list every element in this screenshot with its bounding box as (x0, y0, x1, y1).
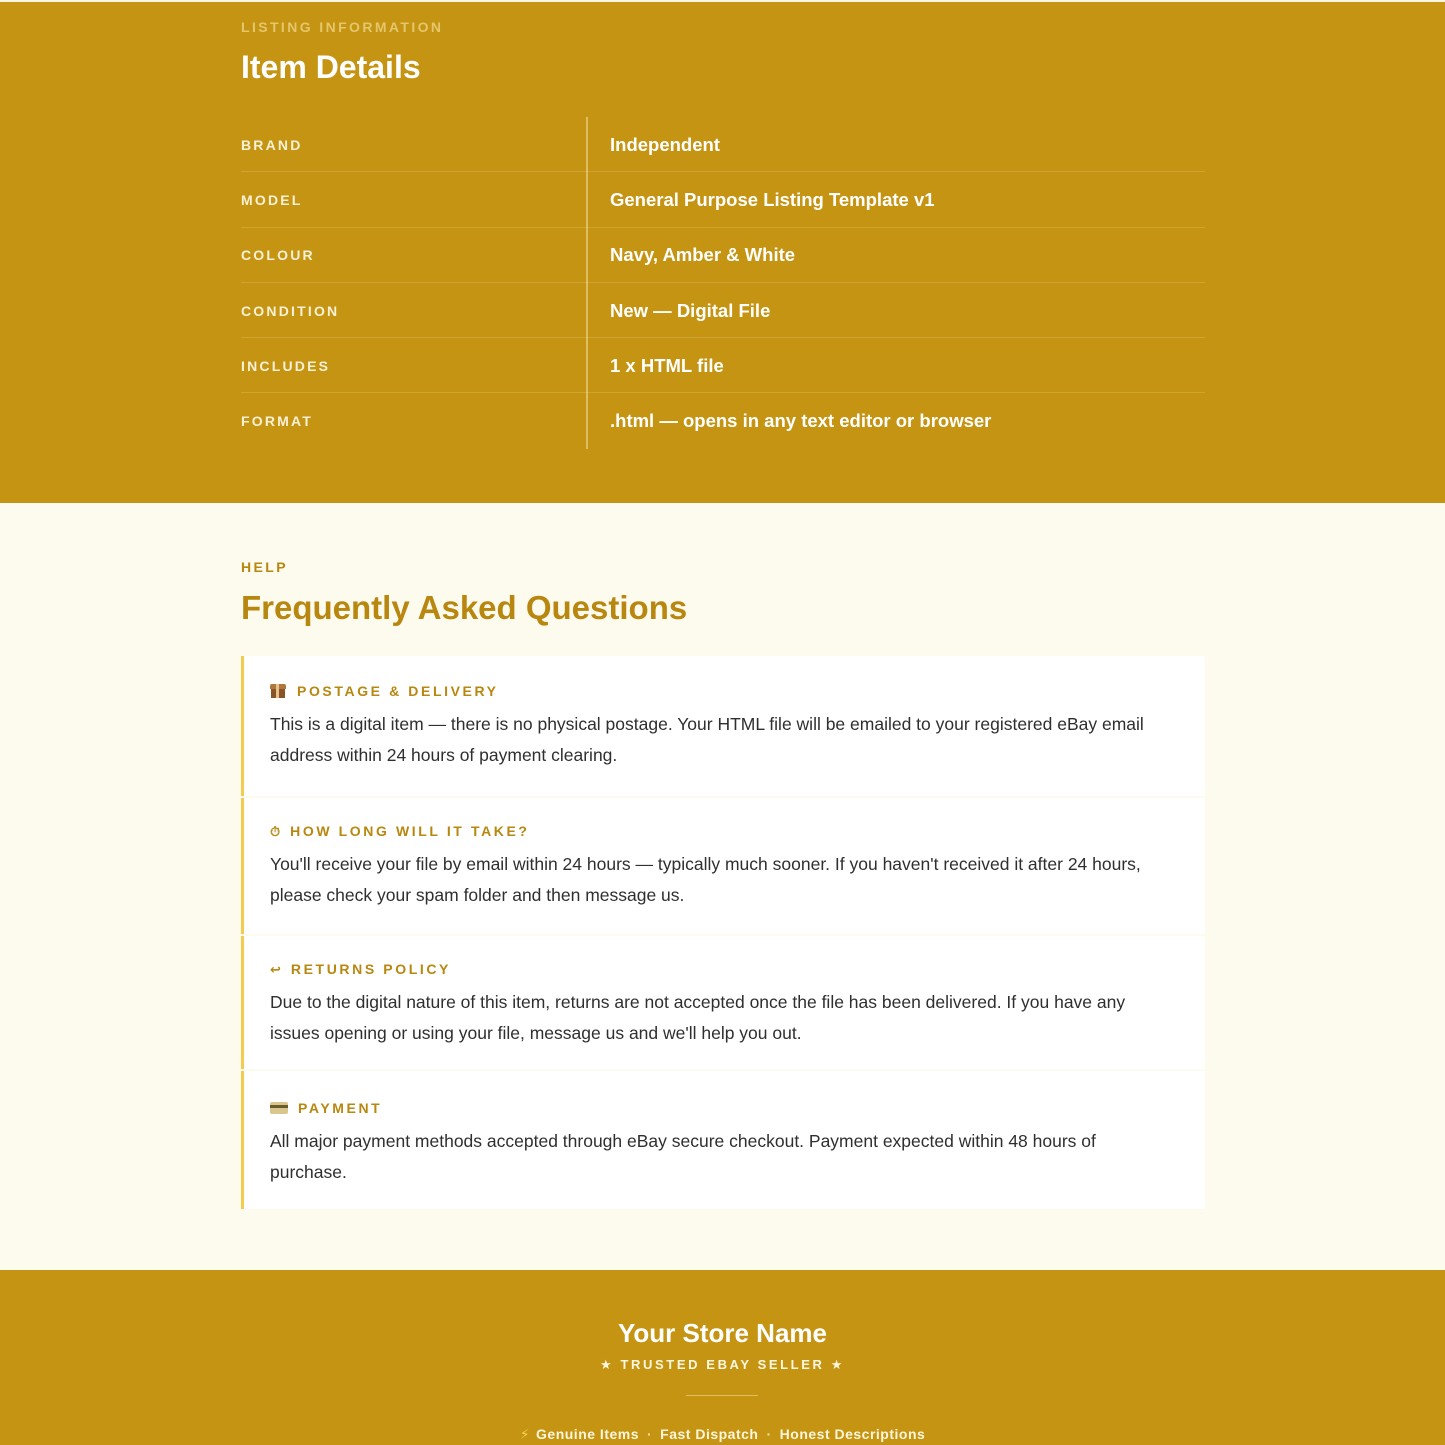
faq-list (241, 656, 1205, 1211)
spec-label: MODEL (241, 191, 303, 208)
selling-point-genuine: Genuine Items (536, 1426, 639, 1442)
spec-row-condition (241, 283, 1205, 338)
return-arrow-icon: ↩ (270, 961, 281, 977)
footer-selling-points (0, 1426, 1445, 1443)
faq-answer: All major payment methods accepted through eBay secure checkout. Payment expected within 48 hours of purchase. (270, 1131, 1096, 1182)
faq-section (0, 503, 1445, 1270)
separator-dot: · (647, 1426, 653, 1442)
faq-heading (270, 822, 1177, 840)
faq-item-postage-delivery (241, 656, 1205, 796)
faq-answer: Due to the digital nature of this item, returns are not accepted once the file has been delivered. If you have any issues opening or using your file, message us and we'll help you out. (270, 992, 1126, 1043)
spec-value: Independent (610, 133, 720, 155)
item-details-container (241, 19, 1205, 432)
trusted-seller-tagline: ★ TRUSTED EBAY SELLER ★ (600, 1357, 845, 1372)
faq-item-payment (241, 1071, 1205, 1209)
spec-row-includes (241, 338, 1205, 393)
faq-heading-text: PAYMENT (298, 1100, 383, 1116)
spec-table (241, 117, 1205, 449)
footer-divider (686, 1395, 758, 1396)
faq-item-how-long (241, 798, 1205, 934)
spec-value: New — Digital File (610, 299, 771, 321)
faq-answer: You'll receive your file by email within 24 hours — typically much sooner. If you haven't received it after 24 hours, please check your spam folder and then message us. (270, 854, 1141, 905)
item-details-title: Item Details (241, 49, 421, 85)
faq-heading (270, 960, 1177, 978)
credit-card-icon (270, 1102, 288, 1114)
spec-label: INCLUDES (241, 357, 331, 374)
listing-information-eyebrow: LISTING INFORMATION (241, 19, 444, 35)
selling-point-descriptions: Honest Descriptions (779, 1426, 926, 1442)
stopwatch-icon: ⏱ (270, 823, 281, 839)
item-details-section (0, 0, 1445, 503)
lightning-icon: ⚡ (519, 1426, 531, 1442)
spec-row-format (241, 393, 1205, 448)
spec-row-model (241, 172, 1205, 227)
spec-label: BRAND (241, 136, 303, 153)
faq-container (241, 559, 1205, 1182)
spec-row-brand (241, 117, 1205, 172)
faq-heading-text: RETURNS POLICY (290, 961, 451, 977)
faq-item-returns-policy (241, 936, 1205, 1069)
selling-point-dispatch: Fast Dispatch (660, 1426, 759, 1442)
help-eyebrow: HELP (241, 559, 288, 575)
faq-heading-text: POSTAGE & DELIVERY (297, 683, 499, 699)
spec-value: General Purpose Listing Template v1 (610, 188, 935, 210)
package-icon (270, 684, 286, 698)
spec-value: .html — opens in any text editor or browser (610, 410, 992, 432)
spec-label: FORMAT (241, 413, 314, 430)
store-footer (0, 1270, 1445, 1445)
spec-label: CONDITION (241, 302, 340, 319)
store-name: Your Store Name (617, 1318, 827, 1348)
spec-value: Navy, Amber & White (610, 244, 796, 266)
faq-heading (270, 682, 1177, 700)
spec-value: 1 x HTML file (610, 354, 724, 376)
separator-dot: · (766, 1426, 772, 1442)
faq-heading (270, 1099, 1177, 1117)
spec-label: COLOUR (241, 247, 315, 264)
faq-title: Frequently Asked Questions (241, 589, 688, 626)
spec-row-colour (241, 228, 1205, 283)
faq-answer: This is a digital item — there is no physical postage. Your HTML file will be emailed to your registered eBay email address within 24 hours of payment clearing. (270, 714, 1144, 765)
faq-heading-text: HOW LONG WILL IT TAKE? (290, 823, 530, 839)
